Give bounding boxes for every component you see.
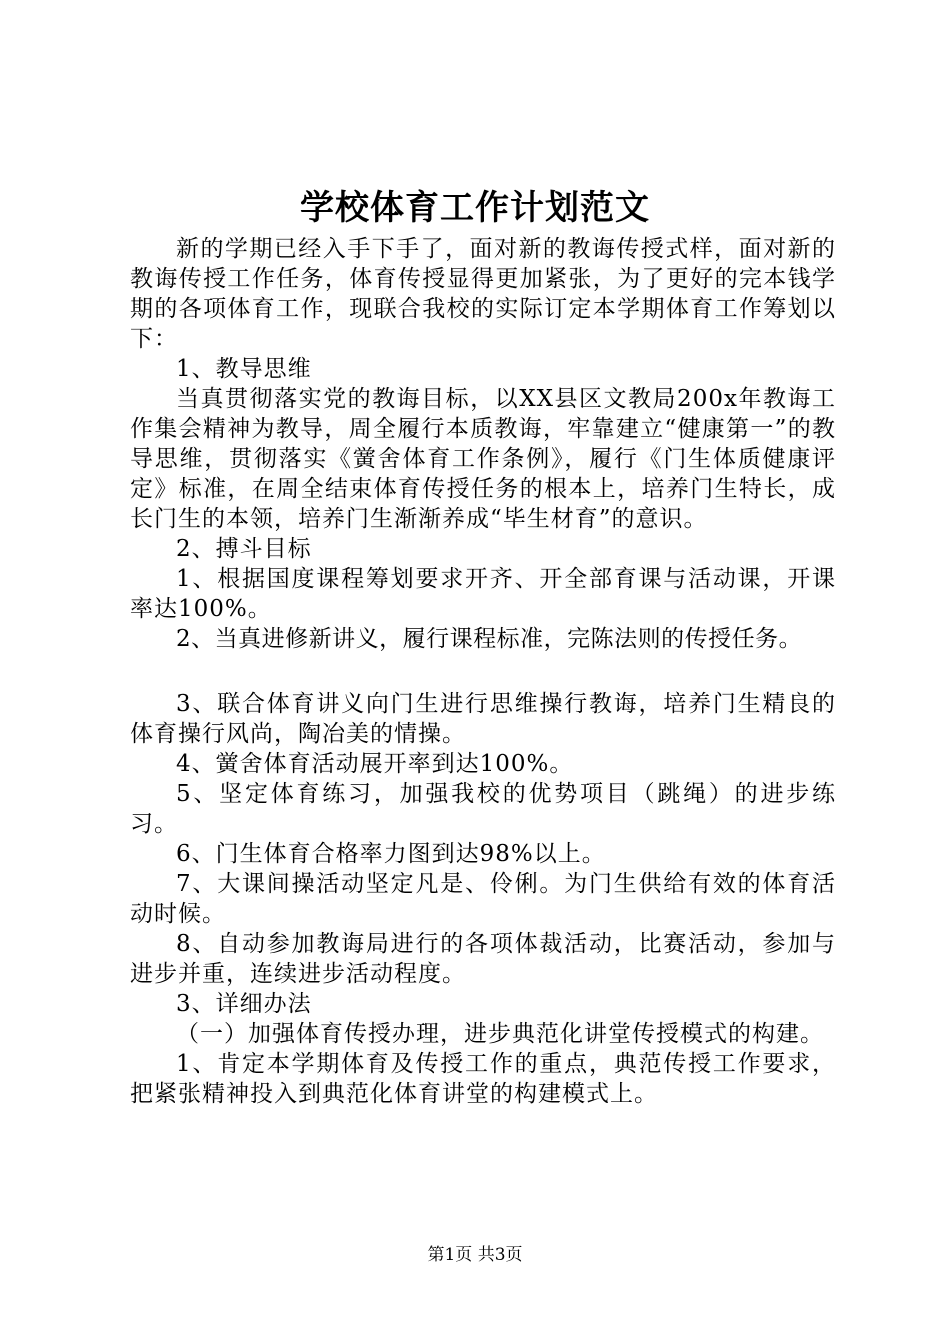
goal-item-6: 6、门生体育合格率力图到达98%以上。 (176, 841, 606, 867)
section-heading-goals: 2、搏斗目标 (176, 536, 312, 562)
measure-subheading-1: （一）加强体育传授办理，进步典范化讲堂传授模式的构建。 (176, 1021, 824, 1047)
paragraph-guiding-thought: 当真贯彻落实党的教诲目标，以XX县区文教局200x年教诲工作集会精神为教导，周全履行本质教诲，牢靠建立“健康第一”的教导思维，贯彻落实《黉舍体育工作条例》，履行《门生体质健康评定》标准，在周全结束体育传授任务的根本上，培养门生特长，成长门生的本领，培养门生渐渐养成“毕生材育”的意识。 (130, 386, 836, 532)
section-heading-measures: 3、详细办法 (176, 991, 312, 1017)
goal-item-1: 1、根据国度课程筹划要求开齐、开全部育课与活动课，开课率达100%。 (130, 566, 836, 622)
goal-item-7: 7、大课间操活动坚定凡是、伶俐。为门生供给有效的体育活动时候。 (130, 871, 836, 927)
document-body (130, 234, 836, 1109)
section-heading-guiding-thought: 1、教导思维 (176, 356, 312, 382)
paragraph-intro: 新的学期已经入手下手了，面对新的教诲传授式样，面对新的教诲传授工作任务，体育传授显得更加紧张，为了更好的完本钱学期的各项体育工作，现联合我校的实际订定本学期体育工作筹划以下： (130, 236, 836, 352)
measure-item-1: 1、肯定本学期体育及传授工作的重点，典范传授工作要求，把紧张精神投入到典范化体育讲堂的构建模式上。 (130, 1051, 836, 1107)
goal-item-8: 8、自动参加教诲局进行的各项体裁活动，比赛活动，参加与进步并重，连续进步活动程度。 (130, 931, 836, 987)
page-footer: 第1页 共3页 (427, 1245, 523, 1265)
goal-item-2: 2、当真进修新讲义，履行课程标准，完陈法则的传授任务。 (176, 626, 803, 652)
goal-item-5: 5、坚定体育练习，加强我校的优势项目（跳绳）的进步练习。 (130, 781, 836, 837)
goal-item-4: 4、黉舍体育活动展开率到达100%。 (176, 751, 574, 777)
goal-item-3: 3、联合体育讲义向门生进行思维操行教诲，培养门生精良的体育操行风尚，陶冶美的情操。 (130, 691, 836, 747)
document-title: 学校体育工作计划范文 (300, 188, 650, 228)
